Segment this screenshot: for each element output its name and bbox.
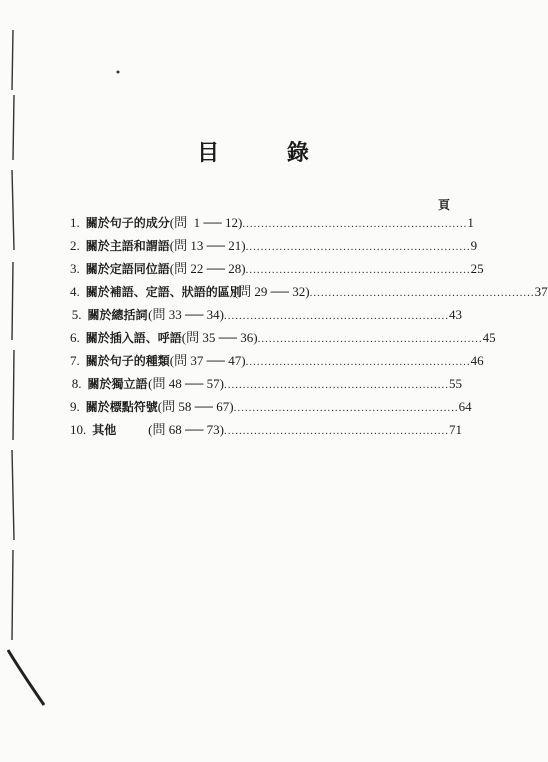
toc-entry-leader-dots: ............................................................ — [309, 287, 535, 299]
toc-entry-number: 10. — [70, 422, 87, 437]
toc-entry-title: 關於插入語、呼語 — [85, 331, 182, 345]
toc-entry-title: 關於標點符號 — [85, 400, 158, 414]
toc-entry-question-range: (問 22 ── 28) — [169, 261, 246, 276]
toc-entry-number: 7. — [70, 353, 80, 368]
toc-entry-number: 6. — [70, 330, 80, 345]
toc-entry-title: 關於獨立語 — [87, 377, 148, 391]
toc-entry-title: 關於定語同位語 — [85, 262, 170, 276]
toc-entry-question-range: (問 33 ── 34) — [148, 307, 224, 322]
toc-entry-leader-dots: ............................................................ — [245, 241, 471, 253]
toc-entry-title: 關於句子的成分 — [85, 216, 170, 230]
toc-entry — [70, 327, 496, 350]
toc-entry-page: 37 — [534, 284, 548, 299]
toc-entry-page: 25 — [470, 261, 484, 276]
toc-entry-leader-dots: ............................................................ — [257, 333, 483, 345]
toc-entry-number: 2. — [70, 238, 80, 253]
toc-entry-question-range: (問 48 ── 57) — [148, 376, 224, 391]
toc-entry-number: 3. — [70, 261, 80, 276]
toc-entry-page: 1 — [467, 215, 474, 230]
toc-entry-title: 關於總括詞 — [87, 308, 148, 322]
toc-entry-question-range: (問 37 ── 47) — [169, 353, 246, 368]
toc-entry-leader-dots: ............................................................ — [245, 264, 471, 276]
toc-entry-number: 1. — [70, 215, 80, 230]
toc-entry-page: 9 — [470, 238, 478, 253]
toc-entry-title: 其他 — [92, 423, 117, 437]
toc-entry-title: 關於補語、定語、狀語的區別 — [85, 285, 242, 299]
toc-entry — [70, 281, 548, 304]
table-of-contents — [70, 212, 548, 442]
toc-entry-leader-dots: ............................................................ — [233, 402, 459, 414]
toc-entry-title: 關於主語和謂語 — [85, 239, 170, 253]
toc-entry-number: 4. — [70, 284, 80, 299]
toc-entry-page: 46 — [470, 353, 484, 368]
toc-entry-question-range: (問 29 ── 32) — [233, 284, 310, 299]
toc-entry-page: 71 — [449, 422, 462, 437]
toc-entry-page: 45 — [482, 330, 496, 345]
toc-entry-number: 5. — [71, 307, 82, 322]
toc-entry-question-range: (問 68 ── 73) — [148, 422, 224, 437]
toc-entry-leader-dots: ............................................................ — [224, 379, 449, 391]
toc-entry — [70, 304, 462, 327]
toc-entry — [70, 235, 478, 258]
toc-entry-page: 43 — [449, 307, 462, 322]
page-column-label: 頁 — [438, 198, 451, 212]
toc-entry — [70, 373, 462, 396]
toc-entry — [70, 419, 462, 442]
toc-entry-leader-dots: ............................................................ — [245, 356, 471, 368]
toc-entry-title: 關於句子的種類 — [85, 354, 170, 368]
toc-entry-question-range: (問 13 ── 21) — [169, 238, 246, 253]
toc-entry-page: 64 — [458, 399, 472, 414]
toc-entry-question-range: (問 58 ── 67) — [157, 399, 234, 414]
toc-entry — [70, 258, 484, 281]
toc-entry-number: 8. — [71, 376, 82, 391]
toc-entry — [70, 212, 474, 235]
toc-entry-leader-dots: ............................................................ — [242, 218, 468, 230]
page-title: 目 錄 — [197, 140, 339, 166]
binding-edge-marks — [0, 0, 60, 762]
toc-entry-leader-dots: ............................................................ — [224, 310, 449, 322]
toc-entry-page: 55 — [449, 376, 462, 391]
toc-entry-number: 9. — [70, 399, 80, 414]
toc-entry — [70, 350, 484, 373]
toc-entry — [70, 396, 472, 419]
toc-entry-question-range: (問 1 ── 12) — [169, 215, 243, 230]
toc-entry-question-range: (問 35 ── 36) — [181, 330, 258, 345]
toc-entry-leader-dots: ............................................................ — [224, 425, 449, 437]
